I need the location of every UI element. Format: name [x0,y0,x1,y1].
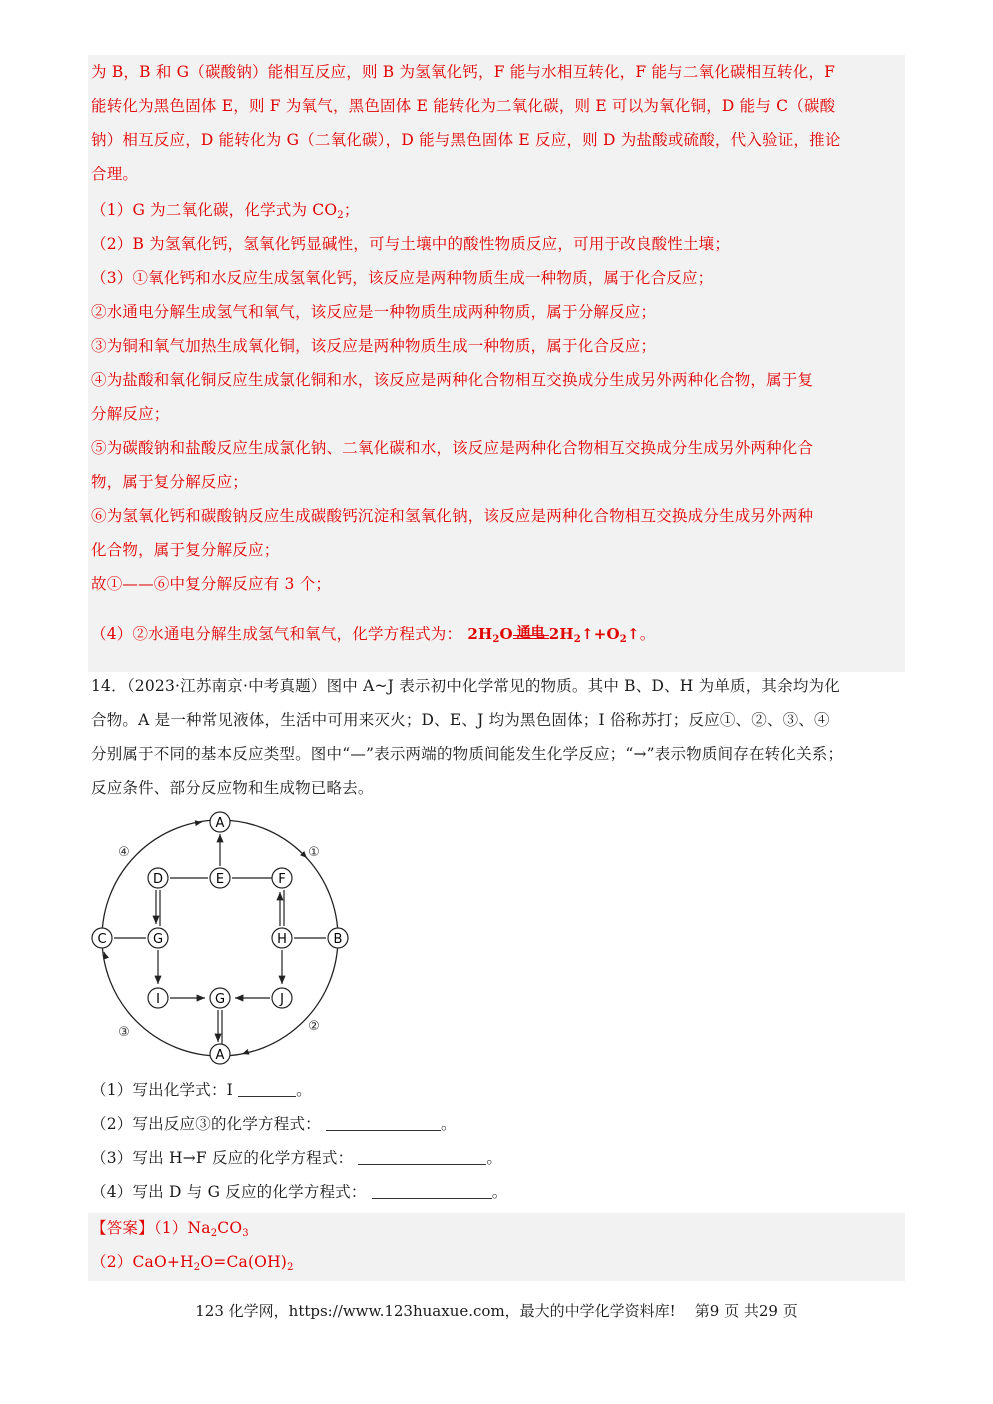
answer-line-2 [91,1252,294,1272]
node-E-label: E [215,872,225,887]
answer-blank-2[interactable] [326,1116,441,1131]
node-H-label: H [277,932,287,947]
answer-label: 【答案】 [91,1219,154,1237]
analysis-part-3-6a: ⑥为氢氧化钙和碳酸钠反应生成碳酸钙沉淀和氢氧化钠，该反应是两种化合物相互交换成分生成另外两种 [91,507,814,525]
node-D-label: D [152,872,164,887]
analysis-part-3-6b: 化合物，属于复分解反应； [91,541,280,559]
node-G2-label: G [214,992,226,1007]
answer-blank-3[interactable] [358,1150,486,1165]
question-line-1: 14．（2023·江苏南京·中考真题）图中 A~J 表示初中化学常见的物质。其中 B、D、H 为单质，其余均为化 [91,677,840,695]
sub-question-4-text: （4）写出 D 与 G 反应的化学方程式： [91,1183,367,1201]
node-F [272,868,292,888]
node-J [272,988,292,1008]
analysis-summary: 故①——⑥中复分解反应有 3 个； [91,575,332,593]
node-F-label: F [278,872,286,887]
node-C-label: C [97,932,107,947]
sub-question-3 [91,1148,502,1168]
p1-text: （1）G 为二氧化碳，化学式为 CO [91,201,338,219]
question-line-2: 合物。A 是一种常见液体，生活中可用来灭火；D、E、J 均为黑色固体；I 俗称苏打；反应①、②、③、④ [91,711,830,729]
label-reaction-2: ② [308,1019,320,1034]
sub-question-1-text: （1）写出化学式：I [91,1081,233,1099]
relationship-diagram [88,808,358,1068]
footer-text: 123 化学网，https://www.123huaxue.com，最大的中学化学资料库! [195,1302,676,1320]
page-footer [0,1300,993,1321]
label-reaction-4: ④ [118,845,130,860]
sub-question-4 [91,1182,507,1202]
analysis-part-3-5b: 物，属于复分解反应； [91,473,249,491]
node-B-label: B [333,932,343,947]
node-J-label: J [280,992,284,1007]
node-B [328,928,348,948]
answer-2-sub: 2 [193,1262,201,1273]
analysis-part-3-4a: ④为盐酸和氧化铜反应生成氯化铜和水，该反应是两种化合物相互交换成分生成另外两种化合物，属于复 [91,371,814,389]
node-I [148,988,168,1008]
sub-question-1-end: 。 [296,1081,312,1099]
question-line-3: 分别属于不同的基本反应类型。图中“—”表示两端的物质间能发生化学反应；“→”表示物质间存在转化关系； [91,745,844,763]
p1-end: ； [343,201,360,219]
analysis-part-3-1: （3）①氧化钙和水反应生成氢氧化钙，该反应是两种物质生成一种物质，属于化合反应； [91,269,714,287]
analysis-part-3-5a: ⑤为碳酸钠和盐酸反应生成氯化钠、二氧化碳和水，该反应是两种化合物相互交换成分生成另外两种化合 [91,439,814,457]
node-G2 [210,988,230,1008]
answer-1-pre: （1）Na [153,1219,211,1237]
analysis-part-3-3: ③为铜和氧气加热生成氧化铜，该反应是两种物质生成一种物质，属于化合反应； [91,337,657,355]
answer-2-sub2: 2 [287,1262,294,1273]
node-G-label: G [152,932,164,947]
analysis-part-3-4b: 分解反应； [91,405,170,423]
analysis-part-2: （2）B 为氢氧化钙，氢氧化钙显碱性，可与土壤中的酸性物质反应，可用于改良酸性土壤； [91,235,731,253]
answer-2-pre: （2）CaO+H [91,1253,194,1271]
analysis-line-2: 能转化为黑色固体 E，则 F 为氧气，黑色固体 E 能转化为二氧化碳，则 E 可以为氧化铜，D 能与 C（碳酸 [91,97,836,115]
answer-blank-4[interactable] [372,1184,492,1199]
sub-question-2-end: 。 [441,1115,457,1133]
sub-question-3-end: 。 [486,1149,503,1167]
node-A-bottom-label: A [215,1048,225,1063]
node-G [148,928,168,948]
node-C [92,928,112,948]
analysis-part-3-2: ②水通电分解生成氢气和氧气，该反应是一种物质生成两种物质，属于分解反应； [91,303,657,321]
answer-1-sub2: 3 [242,1228,249,1239]
analysis-part-4 [91,624,655,644]
arrow-r1 [303,854,307,858]
answer-2-mid: O=Ca(OH) [200,1253,288,1271]
node-A-top-label: A [215,816,225,831]
question-line-4: 反应条件、部分反应物和生成物已略去。 [91,779,374,797]
electrolysis-equation: $2H_2O$ 通电 $2H_2↑+O_2↑$ [467,625,640,645]
sub-question-3-text: （3）写出 H→F 反应的化学方程式： [91,1149,354,1167]
analysis-line-1: 为 B，B 和 G（碳酸钠）能相互反应，则 B 为氢氧化钙，F 能与水相互转化，F 能与二氧化碳相互转化，F [91,63,836,81]
sub-question-4-end: 。 [491,1183,508,1201]
node-H [272,928,292,948]
node-E [210,868,230,888]
node-D [148,868,168,888]
answer-blank-1[interactable] [238,1082,296,1097]
p1-sub: 2 [337,210,344,221]
node-A-top [210,812,230,832]
sub-question-2 [91,1114,457,1134]
node-A-bottom [210,1044,230,1064]
label-reaction-3: ③ [118,1025,130,1040]
node-I-label: I [156,992,160,1007]
analysis-line-4: 合理。 [91,165,139,183]
sub-question-1 [91,1080,312,1100]
analysis-line-3: 钠）相互反应，D 能转化为 G（二氧化碳），D 能与黑色固体 E 反应，则 D 为盐酸或硫酸，代入验证，推论 [91,131,841,149]
sub-question-2-text: （2）写出反应③的化学方程式： [91,1115,321,1133]
answer-1-sub: 2 [210,1228,218,1239]
p4-text: （4）②水通电分解生成氢气和氧气，化学方程式为： [91,625,463,643]
arrow-r3 [104,952,106,958]
p4-end: 。 [639,625,656,643]
analysis-part-1 [91,200,360,220]
answer-1-post: CO [217,1219,243,1237]
answer-line-1 [91,1218,249,1238]
footer-page-number: 第9 页 共29 页 [694,1302,798,1320]
equation-condition: 通电 [516,625,545,641]
label-reaction-1: ① [308,845,320,860]
